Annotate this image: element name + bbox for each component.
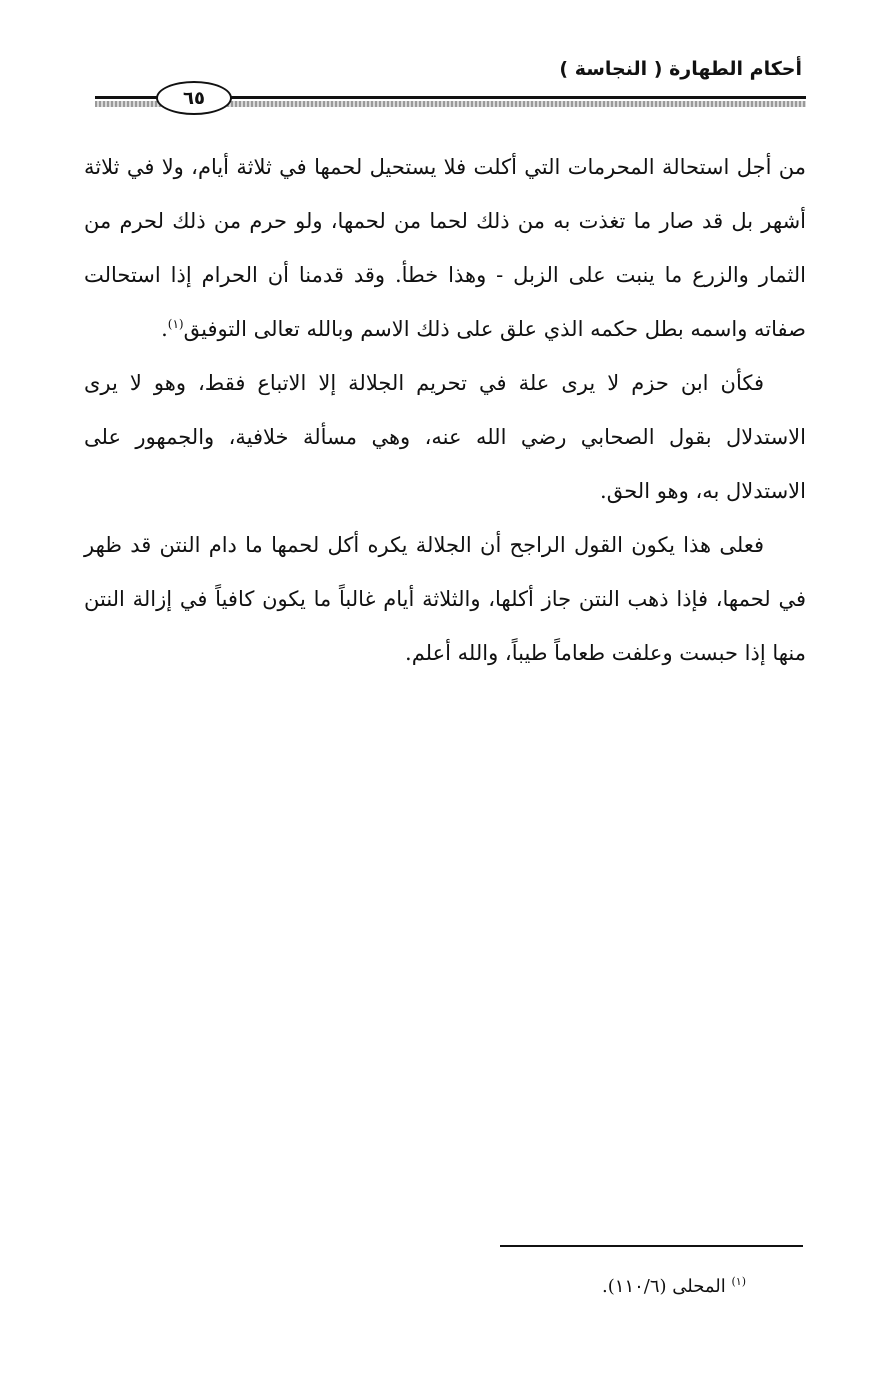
paragraph-1-text: من أجل استحالة المحرمات التي أكلت فلا يستحيل لحمها في ثلاثة أيام، ولا في ثلاثة أشهر بل قد صار ما تغذت به من ذلك لحما من لحمها، ولو حرم من ذلك لحرم من الثمار والزرع ما ينبت على الزبل - وهذا خطأ. وقد قدمنا أن الحرام إذا استحالت صفاته واسمه بطل حكمه الذي علق على ذلك الاسم وبالله تعالى التوفيق [84,155,806,341]
page-number-oval [156,81,232,115]
running-header-title: أحكام الطهارة ( النجاسة ) [559,58,802,80]
footnote-reference: (١) [167,317,184,331]
paragraph-2: فكأن ابن حزم لا يرى علة في تحريم الجلالة إلا الاتباع فقط، وهو لا يرى الاستدلال بقول الصحابي رضي الله عنه، وهي مسألة خلافية، والجمهور على الاستدلال به، وهو الحق. [84,371,806,503]
body-text [84,140,806,680]
paragraph-1 [84,140,806,356]
footnote-rule [500,1245,803,1247]
page-number: ٦٥ [183,87,205,109]
footnote-marker: (١) [731,1275,746,1288]
footnote [602,1275,746,1297]
paragraph-1-end: . [161,317,168,341]
footnote-text: المحلى (١١٠/٦). [602,1276,726,1297]
paragraph-3: فعلى هذا يكون القول الراجح أن الجلالة يكره أكل لحمها ما دام النتن قد ظهر في لحمها، فإذا ذهب النتن جاز أكلها، والثلاثة أيام غالباً ما يكون كافياً في إزالة النتن منها إذا حبست وعلفت طعاماً طيباً، والله أعلم. [84,533,806,665]
